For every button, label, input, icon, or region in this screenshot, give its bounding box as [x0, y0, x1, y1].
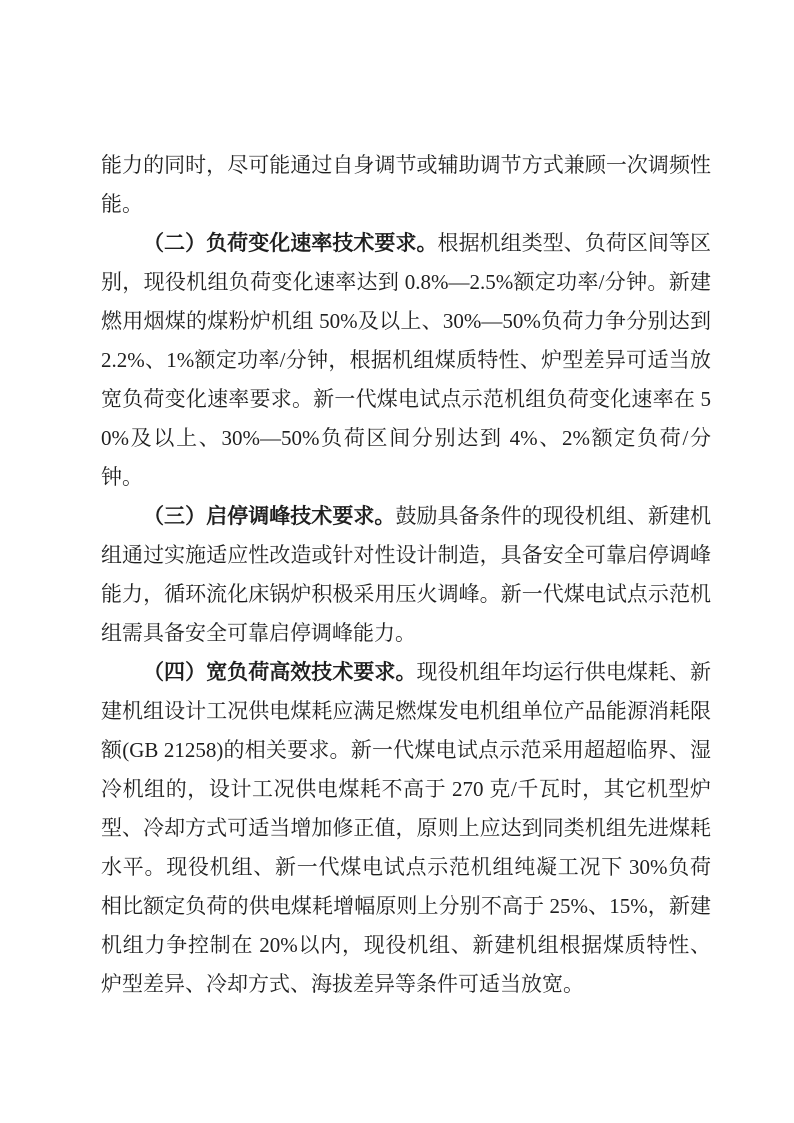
- section-heading: （四）宽负荷高效技术要求。: [143, 660, 417, 684]
- section-heading: （三）启停调峰技术要求。: [143, 504, 396, 528]
- paragraph-section-3: [101, 497, 711, 653]
- paragraph-section-2: [101, 224, 711, 497]
- section-heading: （二）负荷变化速率技术要求。: [143, 231, 438, 255]
- text-block: [101, 146, 711, 1004]
- paragraph-continuation: [101, 146, 711, 224]
- paragraph-text: 能力的同时，尽可能通过自身调节或辅助调节方式兼顾一次调频性能。: [101, 153, 711, 216]
- paragraph-text: 现役机组年均运行供电煤耗、新建机组设计工况供电煤耗应满足燃煤发电机组单位产品能源消耗限额(GB 21258)的相关要求。新一代煤电试点示范采用超超临界、湿冷机组的，设计工况供电煤耗不高于 270 克/千瓦时，其它机型炉型、冷却方式可适当增加修正值，原则上应达到同类机组先进煤耗水平。现役机组、新一代煤电试点示范机组纯凝工况下 30%负荷相比额定负荷的供电煤耗增幅原则上分别不高于 25%、15%，新建机组力争控制在 20%以内，现役机组、新建机组根据煤质特性、炉型差异、冷却方式、海拔差异等条件可适当放宽。: [101, 660, 711, 996]
- paragraph-text: 鼓励具备条件的现役机组、新建机组通过实施适应性改造或针对性设计制造，具备安全可靠启停调峰能力，循环流化床锅炉积极采用压火调峰。新一代煤电试点示范机组需具备安全可靠启停调峰能力。: [101, 504, 712, 645]
- paragraph-text: 根据机组类型、负荷区间等区别，现役机组负荷变化速率达到 0.8%—2.5%额定功率/分钟。新建燃用烟煤的煤粉炉机组 50%及以上、30%—50%负荷力争分别达到 2.2%、1%额定功率/分钟，根据机组煤质特性、炉型差异可适当放宽负荷变化速率要求。新一代煤电试点示范机组负荷变化速率在 50%及以上、30%—50%负荷区间分别达到 4%、2%额定负荷/分钟。: [101, 231, 712, 489]
- paragraph-section-4: [101, 653, 711, 1004]
